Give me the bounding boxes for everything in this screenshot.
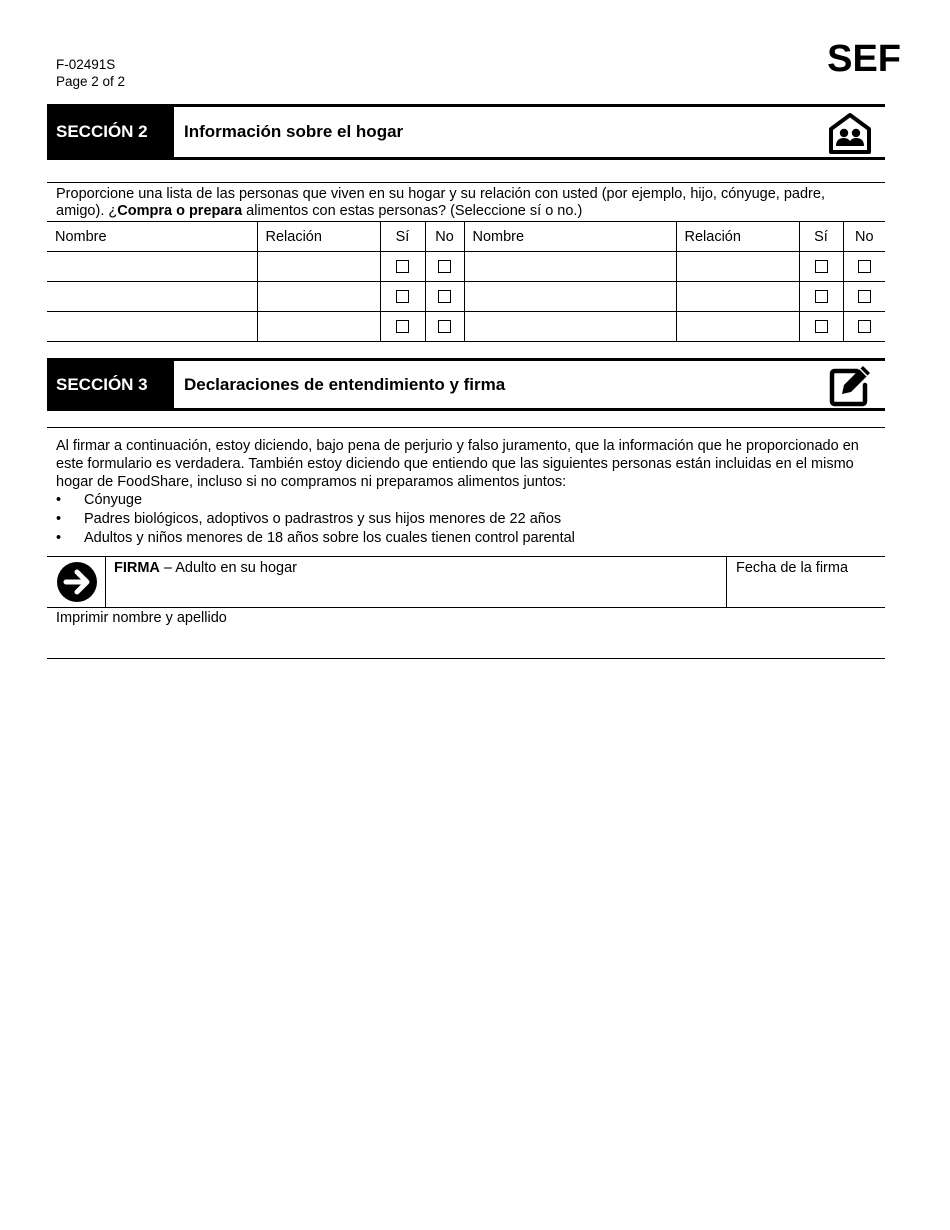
col-header-no-2: No bbox=[843, 222, 885, 252]
table-row bbox=[47, 312, 885, 342]
table-row bbox=[47, 252, 885, 282]
section-3-number: SECCIÓN 3 bbox=[47, 361, 174, 408]
yes-checkbox[interactable] bbox=[815, 290, 828, 303]
signature-arrow-cell bbox=[47, 557, 106, 607]
language-code: SEF bbox=[827, 38, 901, 80]
list-item: • Padres biológicos, adoptivos o padrastros y sus hijos menores de 22 años bbox=[47, 510, 885, 529]
statement-text: Al firmar a continuación, estoy diciendo, bajo pena de perjurio y falso juramento, que la información que he proporcionado en este formulario es verdadera. También estoy diciendo que entiendo que las siguientes personas están incluidas en el mismo hogar de FoodShare, incluso si no compramos ni preparamos alimentos juntos: bbox=[56, 438, 859, 490]
household-section bbox=[47, 182, 885, 342]
print-name-label: Imprimir nombre y apellido bbox=[56, 610, 227, 626]
yes-checkbox[interactable] bbox=[396, 290, 409, 303]
no-checkbox[interactable] bbox=[438, 260, 451, 273]
signature-date-label: Fecha de la firma bbox=[736, 560, 849, 576]
page-label: Page 2 of 2 bbox=[56, 74, 126, 89]
form-identifier bbox=[56, 56, 125, 90]
household-table bbox=[47, 221, 885, 342]
list-item: • Adultos y niños menores de 18 años sobre los cuales tienen control parental bbox=[47, 529, 885, 548]
name-input[interactable] bbox=[464, 252, 676, 282]
household-people-icon bbox=[827, 111, 873, 155]
yes-checkbox[interactable] bbox=[815, 320, 828, 333]
print-name-line[interactable] bbox=[47, 658, 885, 659]
household-members-list bbox=[47, 491, 885, 548]
no-checkbox[interactable] bbox=[438, 290, 451, 303]
household-intro: Proporcione una lista de las personas que viven en su hogar y su relación con usted (por ejemplo, hijo, cónyuge, padre, amigo). ¿Compra o prepara alimentos con estas personas? (Seleccione sí o no.) bbox=[56, 186, 825, 219]
section-3-statement bbox=[47, 427, 885, 548]
edit-pen-icon bbox=[827, 363, 873, 407]
arrow-right-icon bbox=[56, 561, 98, 603]
yes-checkbox[interactable] bbox=[396, 260, 409, 273]
section-3-header bbox=[47, 358, 885, 411]
no-checkbox[interactable] bbox=[438, 320, 451, 333]
table-header-row bbox=[47, 222, 885, 252]
no-checkbox[interactable] bbox=[858, 290, 871, 303]
no-checkbox[interactable] bbox=[858, 320, 871, 333]
name-input[interactable] bbox=[47, 312, 257, 342]
signature-field[interactable]: FIRMA – Adulto en su hogar bbox=[114, 560, 297, 576]
relation-input[interactable] bbox=[257, 312, 380, 342]
name-input[interactable] bbox=[47, 252, 257, 282]
form-number: F-02491S bbox=[56, 57, 116, 72]
relation-input[interactable] bbox=[676, 252, 799, 282]
section-2-title: Información sobre el hogar bbox=[184, 122, 404, 141]
list-item: • Cónyuge bbox=[47, 491, 885, 510]
section-3-title: Declaraciones de entendimiento y firma bbox=[184, 374, 506, 394]
col-header-relacion: Relación bbox=[257, 222, 380, 252]
name-input[interactable] bbox=[464, 282, 676, 312]
signature-date-field[interactable] bbox=[726, 557, 885, 607]
col-header-nombre-2: Nombre bbox=[464, 222, 676, 252]
relation-input[interactable] bbox=[676, 282, 799, 312]
section-2-number: SECCIÓN 2 bbox=[47, 107, 174, 157]
yes-checkbox[interactable] bbox=[815, 260, 828, 273]
col-header-no: No bbox=[425, 222, 464, 252]
name-input[interactable] bbox=[47, 282, 257, 312]
relation-input[interactable] bbox=[676, 312, 799, 342]
no-checkbox[interactable] bbox=[858, 260, 871, 273]
table-row bbox=[47, 282, 885, 312]
col-header-si-2: Sí bbox=[799, 222, 843, 252]
col-header-si: Sí bbox=[380, 222, 425, 252]
signature-row bbox=[47, 556, 885, 608]
yes-checkbox[interactable] bbox=[396, 320, 409, 333]
col-header-nombre: Nombre bbox=[47, 222, 257, 252]
relation-input[interactable] bbox=[257, 252, 380, 282]
relation-input[interactable] bbox=[257, 282, 380, 312]
section-2-header bbox=[47, 104, 885, 160]
name-input[interactable] bbox=[464, 312, 676, 342]
col-header-relacion-2: Relación bbox=[676, 222, 799, 252]
